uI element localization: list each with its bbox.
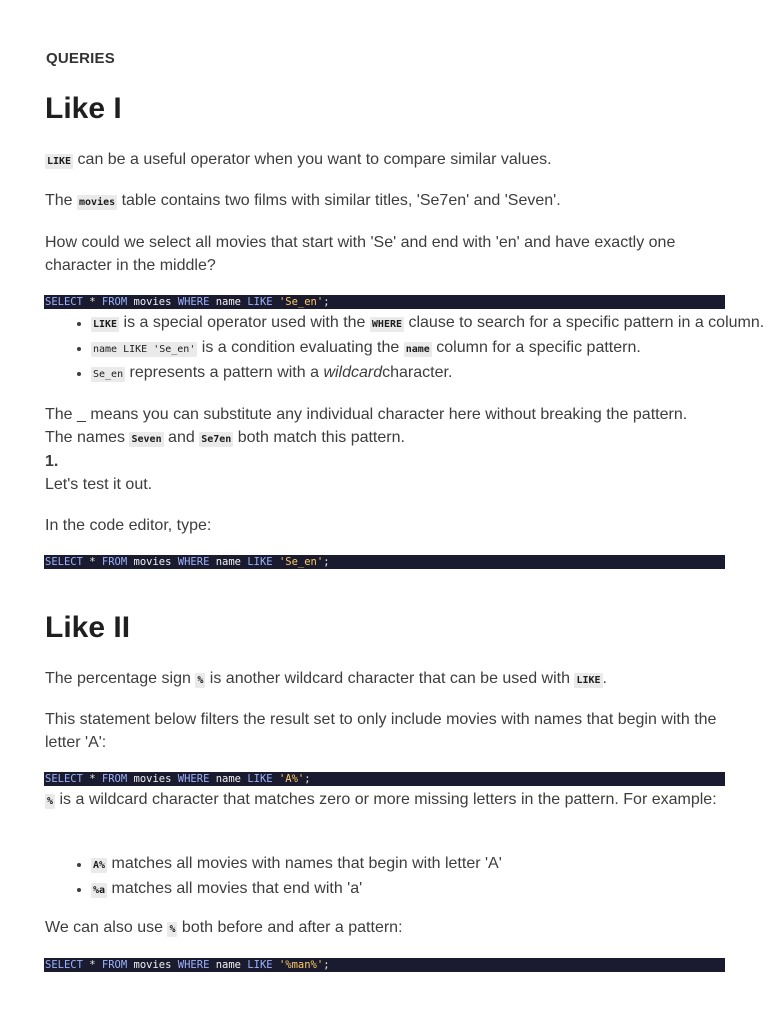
like1-names-paragraph [45,426,735,451]
code-block-se-en[interactable] [44,295,725,309]
text: character. [382,364,453,381]
text: matches all movies that end with 'a' [107,880,363,897]
semicolon: ; [323,556,330,568]
column-name: name [209,773,248,785]
inline-code: WHERE [371,319,403,330]
inline-code: % [169,924,176,935]
list-item [91,361,768,386]
text: can be a useful operator when you want to compare similar values. [73,151,552,168]
keyword: LIKE [247,296,273,308]
keyword: FROM [101,296,128,308]
text: and [163,429,200,446]
list-item [91,336,768,361]
code-block-se-en-editor[interactable] [44,555,725,569]
text: clause to search for a specific pattern in a column. [404,314,765,331]
operator: * [82,556,102,568]
text: table contains two films with similar titles, 'Se7en' and 'Seven'. [117,192,561,209]
inline-code: LIKE [576,675,601,686]
step-number: 1. [45,453,59,470]
like1-underscore-paragraph: The _ means you can substitute any individual character here without breaking the pattern. [45,406,688,423]
inline-code: A% [93,860,106,871]
semicolon: ; [323,959,330,971]
string-literal: 'A%' [272,773,305,785]
section-label: QUERIES [46,50,115,67]
text: is a wildcard character that matches zero or more missing letters in the pattern. For example: [55,791,717,808]
inline-code: % [47,796,54,807]
keyword: WHERE [177,296,210,308]
text: The names [45,429,130,446]
table-name: movies [127,296,178,308]
column-name: name [209,556,248,568]
emphasis: wildcard [323,364,383,381]
page-title-like-2: Like II [45,611,131,644]
inline-code: LIKE [93,319,118,330]
like1-question-paragraph: How could we select all movies that start with 'Se' and end with 'en' and have exactly one character in the middle? [45,234,676,274]
string-literal: '%man%' [272,959,324,971]
text: The percentage sign [45,670,196,687]
inline-code-movies: movies [79,197,116,208]
text: both before and after a pattern: [177,919,403,936]
text: The [45,192,78,209]
table-name: movies [127,959,178,971]
keyword: LIKE [247,959,273,971]
list-item [91,852,768,877]
keyword: SELECT [45,959,83,971]
operator: * [82,773,102,785]
column-name: name [209,296,248,308]
keyword: FROM [101,773,128,785]
text: is a condition evaluating the [197,339,404,356]
inline-code: % [197,675,204,686]
semicolon: ; [304,773,311,785]
keyword: LIKE [247,556,273,568]
like2-intro-paragraph [45,667,735,692]
string-literal: 'Se_en' [272,556,324,568]
operator: * [82,296,102,308]
keyword: SELECT [45,773,83,785]
keyword: FROM [101,959,128,971]
editor-instruction: In the code editor, type: [45,517,212,534]
operator: * [82,959,102,971]
text: We can also use [45,919,168,936]
text: is another wildcard character that can be used with [205,670,575,687]
like1-movies-paragraph [45,189,735,214]
inline-code: name [405,344,430,355]
table-name: movies [127,773,178,785]
text: . [602,670,607,687]
test-paragraph: Let's test it out. [45,476,153,493]
list-item [91,877,768,902]
page-title-like-1: Like I [45,92,122,125]
like2-wildcard-paragraph [45,788,735,813]
keyword: SELECT [45,556,83,568]
like1-intro-paragraph [45,148,735,173]
inline-code: Se_en [93,369,124,380]
text: both match this pattern. [233,429,405,446]
list-item [91,311,768,336]
like2-bullet-list [45,852,768,902]
like2-before-after-paragraph [45,916,735,941]
keyword: SELECT [45,296,83,308]
code-block-a-percent[interactable] [44,772,725,786]
inline-code: %a [93,885,106,896]
keyword: WHERE [177,556,210,568]
text: matches all movies with names that begin with letter 'A' [107,855,502,872]
like1-bullet-list [45,311,768,386]
column-name: name [209,959,248,971]
text: column for a specific pattern. [431,339,641,356]
keyword: FROM [101,556,128,568]
like2-filter-paragraph: This statement below filters the result set to only include movies with names that begin with the letter 'A': [45,711,717,751]
inline-code: Seven [131,434,162,445]
table-name: movies [127,556,178,568]
keyword: LIKE [247,773,273,785]
inline-code: name LIKE 'Se_en' [93,344,196,355]
string-literal: 'Se_en' [272,296,324,308]
inline-code-like: LIKE [47,156,72,167]
keyword: WHERE [177,773,210,785]
text: represents a pattern with a [125,364,324,381]
text: is a special operator used with the [119,314,370,331]
inline-code: Se7en [201,434,232,445]
keyword: WHERE [177,959,210,971]
code-block-man[interactable] [44,958,725,972]
semicolon: ; [323,296,330,308]
